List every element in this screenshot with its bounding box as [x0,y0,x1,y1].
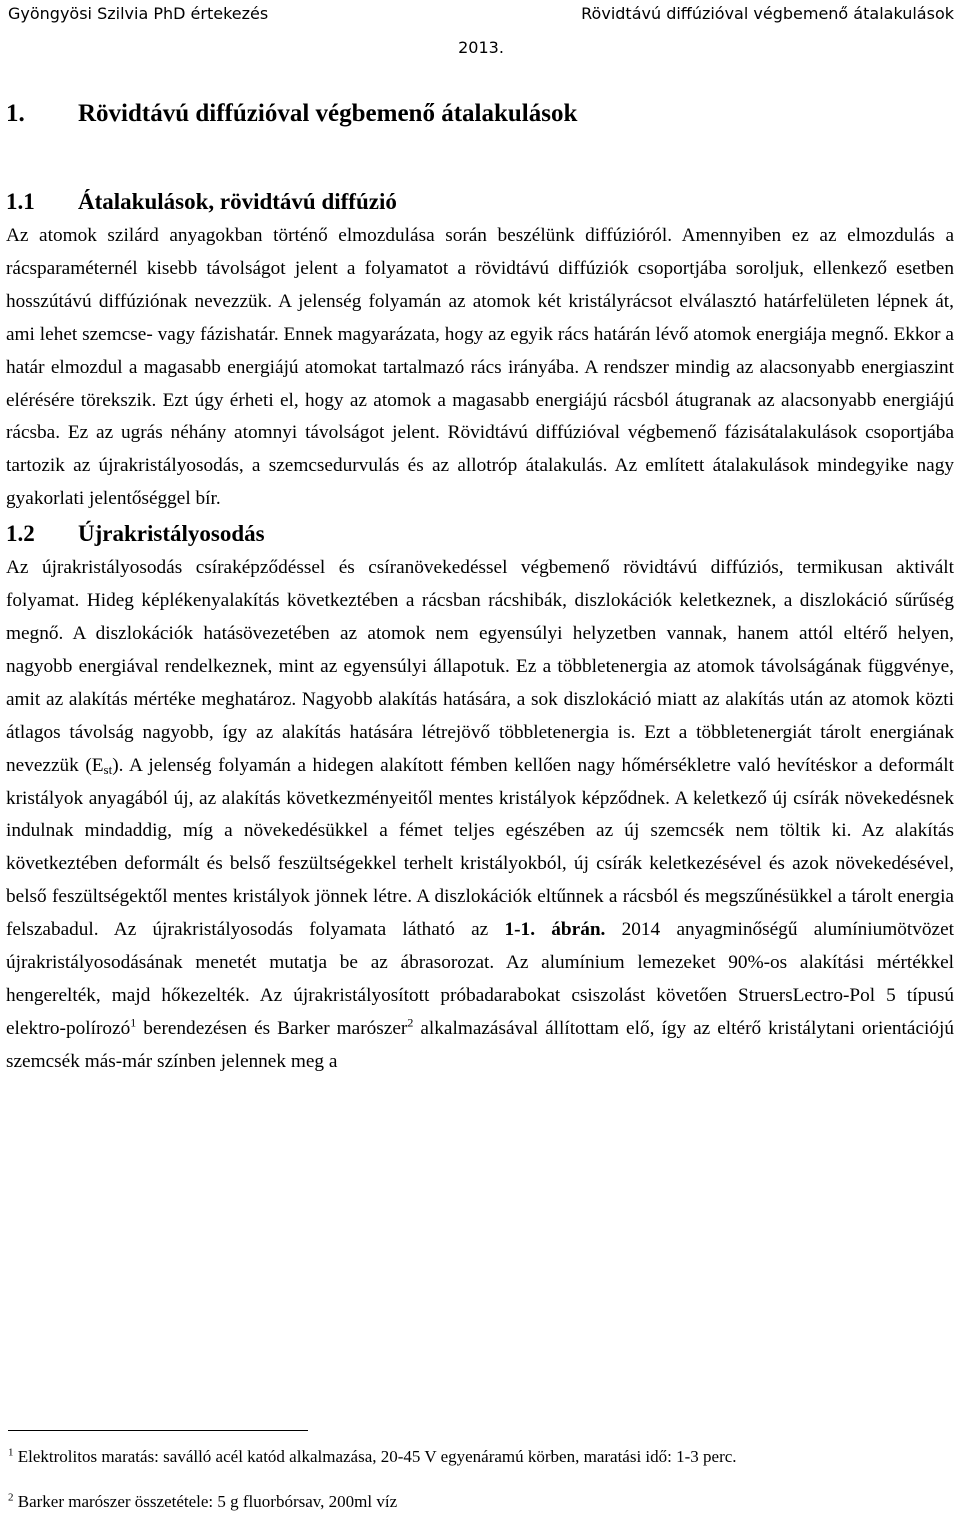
subscript-st: st [103,761,113,777]
footnote-1 [8,1446,737,1468]
paragraph-text: alkalmazásával állítottam elő, így az eltérő kristálytani orientációjú szemcsék más-már színben jelennek meg a [6,1017,955,1072]
page-header [8,4,954,64]
footnote-reference-1[interactable]: 1 [130,1015,137,1030]
paragraph-text: 2014 anyagminőségű alumíniumötvözet újrakristályosodásának menetét mutatja be az ábrasorozat. Az alumínium lemezeket 90%-os alakítási mértékkel hengerelték, majd hőkezelték. Az újrakristályosított próbadarabokat csiszolást követően StruersLectro-Pol 5 típusú elektro-polírozó [6,919,955,1039]
header-year: 2013. [458,38,504,57]
section-heading-1-1 [6,184,954,220]
section-number: 1.1 [6,189,35,214]
footnote-text: Elektrolitos maratás: saválló acél katód alkalmazása, 20-45 V egyenáramú körben, maratási idő: 1-3 perc. [13,1447,737,1466]
footnote-mark: 1 [8,1446,14,1459]
chapter-number: 1. [6,100,25,127]
footnote-2 [8,1491,397,1513]
paragraph-section-1-1: Az atomok szilárd anyagokban történő elmozdulása során beszélünk diffúzióról. Amennyiben ez az elmozdulás a rácsparaméternél kisebb távolságot jelent a folyamatot a rövidtávú diffúziók csoportjába soroljuk, ellenkező esetben hosszútávú diffúziónak nevezzük. A jelenség folyamán az atomok két kristályrácsot elválasztó határfelületen lépnek át, ami lehet szemcse- vagy fázishatár. Ennek magyarázata, hogy az egyik rács határán lévő atomok energiája megnő. Ekkor a határ elmozdul a magasabb energiájú atomokat tartalmazó rács irányába. A rendszer mindig az alacsonyabb energiaszint elérésére törekszik. Ezt úgy érheti el, hogy az atomok a magasabb energiájú rácsból átugranak az alacsonyabb energiájú rácsba. Ez az ugrás néhány atomnyi távolságot jelent. Rövidtávú diffúzióval végbemenő fázisátalakulások csoportjába tartozik az újrakristályosodás, a szemcsedurvulás és az allotróp átalakulás. Az említett átalakulások mindegyike nagy gyakorlati jelentőséggel bír. [6,225,954,510]
chapter-heading [6,96,954,132]
page-content [6,96,954,1079]
footnote-separator [8,1430,308,1431]
figure-reference[interactable]: 1-1. ábrán. [504,919,606,941]
section-title: Átalakulások, rövidtávú diffúzió [78,189,397,214]
footnote-mark: 2 [8,1491,14,1504]
paragraph-text: berendezésen és Barker marószer [136,1017,408,1039]
paragraph-text: ). A jelenség folyamán a hidegen alakított fémben kellően nagy hőmérsékletre való hevítéskor a deformált kristályok anyagából új, az alakítás következményeitől mentes kristályok képződnek. A keletkező új csírák növekedésnek indulnak mindaddig, míg a növekedésükkel a fémet teljes egészében az új szemcsék nem töltik ki. Az alakítás következtében deformált és belső feszültségekkel terhelt kristályokból, új csírák keletkezésével és azok növekedésével, belső feszültségektől mentes kristályok jönnek létre. A diszlokációk eltűnnek a rácsból és megszűnésükkel a tárolt energia felszabadul. Az újrakristályosodás folyamata látható az [6,754,954,941]
footnote-reference-2[interactable]: 2 [407,1015,414,1030]
header-author: Gyöngyösi Szilvia PhD értekezés [8,4,269,23]
paragraph-section-1-2 [6,552,954,1079]
section-heading-1-2 [6,516,954,552]
section-title: Újrakristályosodás [78,521,265,547]
section-number: 1.2 [6,521,35,547]
header-chapter-title: Rövidtávú diffúzióval végbemenő átalakulások [581,4,954,23]
paragraph-text: Az újrakristályosodás csíraképződéssel és csíranövekedéssel végbemenő rövidtávú diffúziós, termikusan aktivált folyamat. Hideg képlékenyalakítás következtében a rácsban rácshibák, diszlokációk keletkeznek, a diszlokáció sűrűség megnő. A diszlokációk hatásövezetében az atomok nem egyensúlyi helyzetben vannak, hanem attól eltérő helyen, nagyobb energiával rendelkeznek, mint az egyensúlyi állapotuk. Ez a többletenergia az atomok távolságának függvénye, amit az alakítás mértéke meghatároz. Nagyobb alakítás hatására, a sok diszlokáció miatt az alakítás után az atomok közti átlagos távolság nagyobb, így az alakítás hatására létrejövő többletenergia is. Ezt a többletenergiát tárolt energiának nevezzük (E [6,557,954,776]
chapter-title: Rövidtávú diffúzióval végbemenő átalakulások [78,100,578,127]
footnote-text: Barker marószer összetétele: 5 g fluorbórsav, 200ml víz [13,1492,398,1511]
